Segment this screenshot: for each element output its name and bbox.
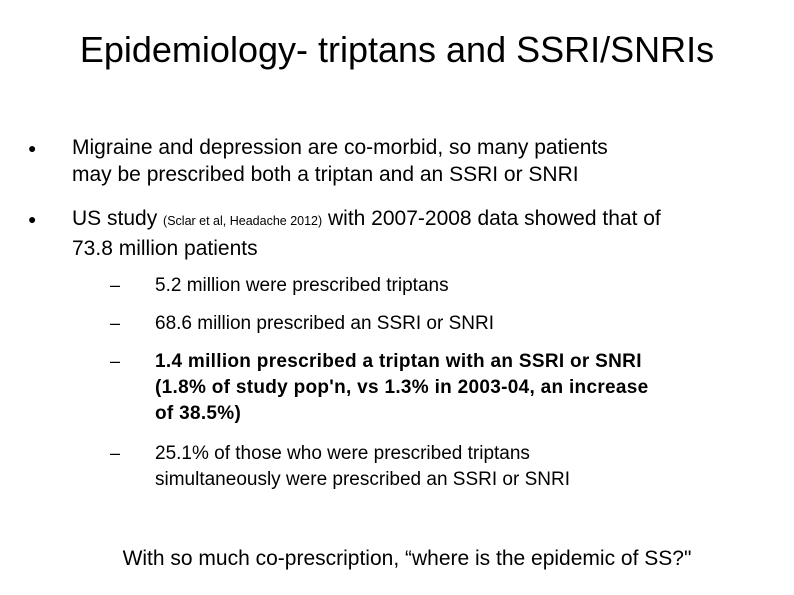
bullet-1-text xyxy=(72,134,772,188)
dash-icon: – xyxy=(110,275,121,295)
slide-title: Epidemiology- triptans and SSRI/SNRIs xyxy=(79,29,715,70)
sub-bullet-1-line-1: 5.2 million were prescribed triptans xyxy=(155,275,449,296)
bullet-dot-icon: ● xyxy=(28,140,37,156)
sub-bullet-2 xyxy=(155,311,785,337)
bullet-2-line-2: 73.8 million patients xyxy=(72,237,258,260)
sub-bullet-4-line-1: 25.1% of those who were prescribed triptans xyxy=(155,443,530,464)
dash-icon: – xyxy=(110,351,121,371)
dash-icon: – xyxy=(110,313,121,333)
citation: (Sclar et al, Headache 2012) xyxy=(163,214,323,228)
bullet-2-text-start: US study xyxy=(72,207,164,230)
bullet-dot-icon: ● xyxy=(28,211,37,227)
bullet-2-text xyxy=(72,205,772,262)
bullet-1-line-2: may be prescribed both a triptan and an SSRI or SNRI xyxy=(72,163,579,186)
sub-bullet-4-line-2: simultaneously were prescribed an SSRI or SNRI xyxy=(155,469,571,490)
sub-bullet-3 xyxy=(155,349,785,427)
footer-quote: With so much co-prescription, “where is the epidemic of SS?" xyxy=(122,547,692,570)
sub-bullet-4 xyxy=(155,441,785,493)
bullet-1-line-1: Migraine and depression are co-morbid, so many patients xyxy=(72,136,608,159)
sub-bullet-2-line-1: 68.6 million prescribed an SSRI or SNRI xyxy=(155,313,494,334)
sub-bullet-1 xyxy=(155,273,785,299)
sub-bullet-3-line-3: of 38.5%) xyxy=(155,403,242,424)
bullet-2-text-end: with 2007-2008 data showed that of xyxy=(322,207,661,230)
bullet-2-line-1 xyxy=(72,205,772,235)
sub-bullet-3-line-1: 1.4 million prescribed a triptan with an SSRI or SNRI xyxy=(155,351,642,372)
dash-icon: – xyxy=(110,443,121,463)
sub-bullet-3-line-2: (1.8% of study pop'n, vs 1.3% in 2003-04, an increase xyxy=(155,377,649,398)
